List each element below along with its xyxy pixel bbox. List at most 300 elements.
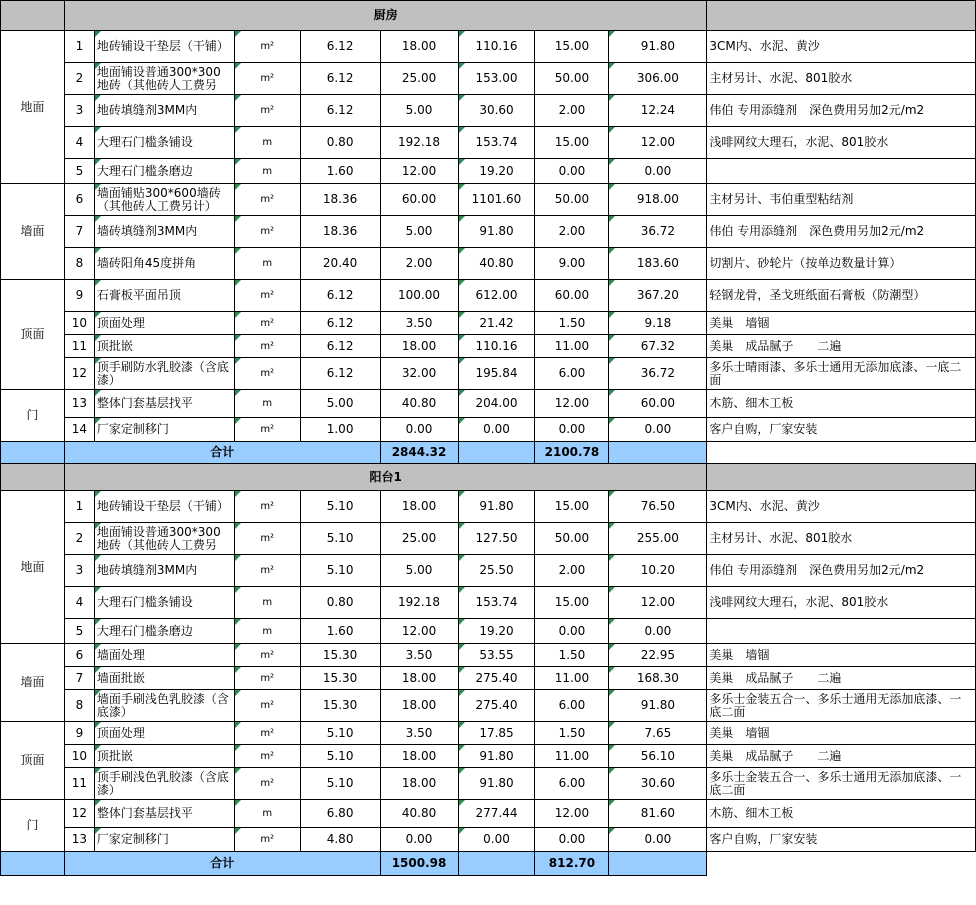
labor-price-cell[interactable]: 15.00 [535, 587, 609, 619]
row-number-cell[interactable]: 4 [64, 587, 94, 619]
labor-total-cell[interactable]: 36.72 [609, 358, 707, 390]
amount-cell[interactable]: 91.80 [458, 216, 535, 248]
table-row [1, 722, 976, 745]
quantity-cell[interactable]: 5.10 [300, 555, 380, 587]
labor-total-cell[interactable]: 0.00 [609, 159, 707, 184]
unit-price-cell[interactable]: 3.50 [380, 312, 458, 335]
unit-price-cell[interactable]: 18.00 [380, 491, 458, 523]
unit-price-cell[interactable]: 0.00 [380, 828, 458, 852]
amount-cell[interactable]: 204.00 [458, 390, 535, 418]
item-name-cell[interactable]: 顶批嵌 [94, 745, 234, 768]
labor-total-cell[interactable]: 60.00 [609, 390, 707, 418]
labor-price-cell[interactable]: 50.00 [535, 523, 609, 555]
row-number-cell[interactable]: 3 [64, 555, 94, 587]
unit-cell[interactable]: m² [234, 31, 300, 63]
note-cell[interactable]: 主材另计、水泥、801胶水 [707, 523, 976, 555]
unit-price-cell[interactable]: 3.50 [380, 644, 458, 667]
total-note-cell [609, 442, 707, 464]
unit-cell[interactable]: m² [234, 491, 300, 523]
total-label-cell: 合计 [64, 852, 380, 876]
amount-cell[interactable]: 277.44 [458, 800, 535, 828]
note-cell[interactable]: 多乐士金装五合一、多乐士通用无添加底漆、一底二面 [707, 768, 976, 800]
group-label-cell: 地面 [1, 491, 65, 644]
item-name-cell[interactable]: 顶批嵌 [94, 335, 234, 358]
labor-price-cell[interactable]: 1.50 [535, 312, 609, 335]
group-label-cell: 顶面 [1, 722, 65, 800]
table-row [1, 95, 976, 127]
unit-price-cell[interactable]: 0.00 [380, 418, 458, 442]
labor-price-cell[interactable]: 2.00 [535, 95, 609, 127]
row-number-cell[interactable]: 12 [64, 800, 94, 828]
item-name-cell[interactable]: 整体门套基层找平 [94, 800, 234, 828]
amount-cell[interactable]: 30.60 [458, 95, 535, 127]
unit-price-cell[interactable]: 60.00 [380, 184, 458, 216]
table-row [1, 248, 976, 280]
total-label-cell: 合计 [64, 442, 380, 464]
unit-price-cell[interactable]: 18.00 [380, 31, 458, 63]
section-title: 厨房 [64, 1, 706, 31]
unit-cell[interactable]: m² [234, 523, 300, 555]
labor-total-cell[interactable]: 36.72 [609, 216, 707, 248]
amount-cell[interactable]: 17.85 [458, 722, 535, 745]
unit-price-cell[interactable]: 18.00 [380, 768, 458, 800]
labor-price-cell[interactable]: 0.00 [535, 159, 609, 184]
table-row [1, 358, 976, 390]
item-name-cell[interactable]: 顶面处理 [94, 722, 234, 745]
amount-cell[interactable]: 91.80 [458, 745, 535, 768]
unit-price-cell[interactable]: 18.00 [380, 690, 458, 722]
table-row [1, 31, 976, 63]
table-row [1, 745, 976, 768]
item-name-cell[interactable]: 厂家定制移门 [94, 418, 234, 442]
table-row [1, 667, 976, 690]
total-note-cell [609, 852, 707, 876]
note-cell[interactable]: 浅啡网纹大理石，水泥、801胶水 [707, 587, 976, 619]
note-cell[interactable] [707, 159, 976, 184]
labor-price-cell[interactable]: 9.00 [535, 248, 609, 280]
unit-cell[interactable]: m² [234, 768, 300, 800]
quantity-cell[interactable]: 5.10 [300, 491, 380, 523]
unit-price-cell[interactable]: 12.00 [380, 619, 458, 644]
row-number-cell[interactable]: 10 [64, 745, 94, 768]
quantity-cell[interactable]: 6.12 [300, 31, 380, 63]
row-number-cell[interactable]: 4 [64, 127, 94, 159]
quantity-cell[interactable]: 0.80 [300, 587, 380, 619]
unit-cell[interactable]: m [234, 587, 300, 619]
labor-price-cell[interactable]: 0.00 [535, 828, 609, 852]
total-labor-cell: 2100.78 [535, 442, 609, 464]
labor-total-cell[interactable]: 255.00 [609, 523, 707, 555]
row-number-cell[interactable]: 10 [64, 312, 94, 335]
unit-price-cell[interactable]: 5.00 [380, 216, 458, 248]
unit-price-cell[interactable]: 5.00 [380, 95, 458, 127]
quantity-cell[interactable]: 0.80 [300, 127, 380, 159]
table-row [1, 418, 976, 442]
labor-price-cell[interactable]: 60.00 [535, 280, 609, 312]
labor-total-cell[interactable]: 183.60 [609, 248, 707, 280]
row-number-cell[interactable]: 8 [64, 248, 94, 280]
note-cell[interactable]: 主材另计、韦伯重型粘结剂 [707, 184, 976, 216]
total-blank-cell [1, 442, 65, 464]
row-number-cell[interactable]: 2 [64, 63, 94, 95]
unit-price-cell[interactable]: 2.00 [380, 248, 458, 280]
labor-price-cell[interactable]: 2.00 [535, 216, 609, 248]
unit-cell[interactable]: m² [234, 555, 300, 587]
section-header-row [1, 1, 976, 31]
unit-cell[interactable]: m² [234, 184, 300, 216]
note-cell[interactable]: 美巢 墙锢 [707, 722, 976, 745]
unit-cell[interactable]: m² [234, 745, 300, 768]
row-number-cell[interactable]: 5 [64, 159, 94, 184]
note-cell[interactable]: 美巢 成品腻子 二遍 [707, 335, 976, 358]
item-name-cell[interactable]: 地砖铺设干垫层（干铺） [94, 491, 234, 523]
total-blank-cell [458, 852, 535, 876]
row-number-cell[interactable]: 5 [64, 619, 94, 644]
quantity-cell[interactable]: 5.00 [300, 390, 380, 418]
quantity-cell[interactable]: 6.12 [300, 335, 380, 358]
labor-total-cell[interactable]: 12.00 [609, 587, 707, 619]
labor-total-cell[interactable]: 67.32 [609, 335, 707, 358]
unit-price-cell[interactable]: 100.00 [380, 280, 458, 312]
total-row [1, 442, 976, 464]
amount-cell[interactable]: 127.50 [458, 523, 535, 555]
note-cell[interactable]: 美巢 成品腻子 二遍 [707, 745, 976, 768]
unit-price-cell[interactable]: 12.00 [380, 159, 458, 184]
table-row [1, 127, 976, 159]
unit-cell[interactable]: m² [234, 335, 300, 358]
table-row [1, 828, 976, 852]
unit-price-cell[interactable]: 25.00 [380, 63, 458, 95]
table-row [1, 390, 976, 418]
note-cell[interactable]: 木筋、细木工板 [707, 800, 976, 828]
unit-cell[interactable]: m² [234, 358, 300, 390]
unit-cell[interactable]: m [234, 390, 300, 418]
labor-price-cell[interactable]: 6.00 [535, 358, 609, 390]
table-row [1, 619, 976, 644]
item-name-cell[interactable]: 石膏板平面吊顶 [94, 280, 234, 312]
item-name-cell[interactable]: 墙面处理 [94, 644, 234, 667]
unit-price-cell[interactable]: 32.00 [380, 358, 458, 390]
table-row [1, 184, 976, 216]
row-number-cell[interactable]: 3 [64, 95, 94, 127]
amount-cell[interactable]: 19.20 [458, 619, 535, 644]
unit-cell[interactable]: m² [234, 63, 300, 95]
quantity-cell[interactable]: 6.12 [300, 63, 380, 95]
labor-total-cell[interactable]: 0.00 [609, 619, 707, 644]
labor-price-cell[interactable]: 15.00 [535, 127, 609, 159]
section-header-row [1, 464, 976, 491]
quantity-cell[interactable]: 15.30 [300, 690, 380, 722]
quantity-cell[interactable]: 6.12 [300, 280, 380, 312]
labor-price-cell[interactable]: 0.00 [535, 418, 609, 442]
group-label-cell: 门 [1, 390, 65, 442]
labor-price-cell[interactable]: 6.00 [535, 690, 609, 722]
amount-cell[interactable]: 275.40 [458, 667, 535, 690]
item-name-cell[interactable]: 厂家定制移门 [94, 828, 234, 852]
section-title: 阳台1 [64, 464, 706, 491]
item-name-cell[interactable]: 大理石门槛条磨边 [94, 619, 234, 644]
labor-total-cell[interactable]: 91.80 [609, 31, 707, 63]
amount-cell[interactable]: 195.84 [458, 358, 535, 390]
labor-price-cell[interactable]: 12.00 [535, 800, 609, 828]
table-row [1, 555, 976, 587]
unit-cell[interactable]: m² [234, 216, 300, 248]
unit-price-cell[interactable]: 40.80 [380, 800, 458, 828]
note-cell[interactable]: 多乐士晴雨漆、多乐士通用无添加底漆、一底二面 [707, 358, 976, 390]
row-number-cell[interactable]: 13 [64, 828, 94, 852]
amount-cell[interactable]: 40.80 [458, 248, 535, 280]
row-number-cell[interactable]: 9 [64, 280, 94, 312]
item-name-cell[interactable]: 大理石门槛条铺设 [94, 127, 234, 159]
labor-total-cell[interactable]: 306.00 [609, 63, 707, 95]
note-cell[interactable]: 切割片、砂轮片（按单边数量计算） [707, 248, 976, 280]
labor-total-cell[interactable]: 12.24 [609, 95, 707, 127]
row-number-cell[interactable]: 12 [64, 358, 94, 390]
row-number-cell[interactable]: 7 [64, 667, 94, 690]
item-name-cell[interactable]: 墙面手刷浅色乳胶漆（含底漆） [94, 690, 234, 722]
item-name-cell[interactable]: 大理石门槛条磨边 [94, 159, 234, 184]
item-name-cell[interactable]: 墙面铺贴300*600墙砖（其他砖人工费另计） [94, 184, 234, 216]
note-cell[interactable]: 美巢 墙锢 [707, 644, 976, 667]
unit-cell[interactable]: m [234, 619, 300, 644]
unit-cell[interactable]: m [234, 127, 300, 159]
labor-total-cell[interactable]: 168.30 [609, 667, 707, 690]
amount-cell[interactable]: 0.00 [458, 828, 535, 852]
item-name-cell[interactable]: 顶面处理 [94, 312, 234, 335]
labor-total-cell[interactable]: 918.00 [609, 184, 707, 216]
item-name-cell[interactable]: 地砖填缝剂3MM内 [94, 95, 234, 127]
amount-cell[interactable]: 25.50 [458, 555, 535, 587]
table-row [1, 280, 976, 312]
unit-price-cell[interactable]: 18.00 [380, 667, 458, 690]
unit-cell[interactable]: m² [234, 667, 300, 690]
unit-cell[interactable]: m² [234, 95, 300, 127]
amount-cell[interactable]: 275.40 [458, 690, 535, 722]
quantity-cell[interactable]: 6.12 [300, 358, 380, 390]
total-labor-cell: 812.70 [535, 852, 609, 876]
amount-cell[interactable]: 1101.60 [458, 184, 535, 216]
total-row [1, 852, 976, 876]
labor-price-cell[interactable]: 50.00 [535, 63, 609, 95]
unit-cell[interactable]: m² [234, 828, 300, 852]
labor-total-cell[interactable]: 30.60 [609, 768, 707, 800]
labor-total-cell[interactable]: 12.00 [609, 127, 707, 159]
unit-cell[interactable]: m [234, 159, 300, 184]
note-cell[interactable]: 3CM内、水泥、黄沙 [707, 31, 976, 63]
unit-cell[interactable]: m [234, 800, 300, 828]
note-cell[interactable]: 主材另计、水泥、801胶水 [707, 63, 976, 95]
quantity-cell[interactable]: 4.80 [300, 828, 380, 852]
note-cell[interactable]: 伟伯 专用添缝剂 深色费用另加2元/m2 [707, 216, 976, 248]
unit-cell[interactable]: m [234, 248, 300, 280]
quantity-cell[interactable]: 6.80 [300, 800, 380, 828]
group-label-cell: 墙面 [1, 184, 65, 280]
quantity-cell[interactable]: 5.10 [300, 523, 380, 555]
amount-cell[interactable]: 153.74 [458, 127, 535, 159]
table-row [1, 159, 976, 184]
table-row [1, 644, 976, 667]
labor-price-cell[interactable]: 11.00 [535, 335, 609, 358]
row-number-cell[interactable]: 6 [64, 184, 94, 216]
unit-cell[interactable]: m² [234, 690, 300, 722]
quantity-cell[interactable]: 6.12 [300, 312, 380, 335]
unit-cell[interactable]: m² [234, 644, 300, 667]
labor-total-cell[interactable]: 9.18 [609, 312, 707, 335]
row-number-cell[interactable]: 14 [64, 418, 94, 442]
labor-total-cell[interactable]: 22.95 [609, 644, 707, 667]
unit-cell[interactable]: m² [234, 280, 300, 312]
header-blank-cell [1, 1, 65, 31]
unit-price-cell[interactable]: 25.00 [380, 523, 458, 555]
row-number-cell[interactable]: 8 [64, 690, 94, 722]
labor-price-cell[interactable]: 12.00 [535, 390, 609, 418]
amount-cell[interactable]: 53.55 [458, 644, 535, 667]
row-number-cell[interactable]: 7 [64, 216, 94, 248]
table-row [1, 800, 976, 828]
table-row [1, 63, 976, 95]
labor-total-cell[interactable]: 81.60 [609, 800, 707, 828]
note-cell[interactable]: 3CM内、水泥、黄沙 [707, 491, 976, 523]
quantity-cell[interactable]: 5.10 [300, 768, 380, 800]
amount-cell[interactable]: 110.16 [458, 335, 535, 358]
labor-price-cell[interactable]: 11.00 [535, 745, 609, 768]
item-name-cell[interactable]: 顶手刷浅色乳胶漆（含底漆） [94, 768, 234, 800]
amount-cell[interactable]: 19.20 [458, 159, 535, 184]
item-name-cell[interactable]: 大理石门槛条铺设 [94, 587, 234, 619]
group-label-cell: 顶面 [1, 280, 65, 390]
quantity-cell[interactable]: 18.36 [300, 216, 380, 248]
table-row [1, 768, 976, 800]
labor-total-cell[interactable]: 76.50 [609, 491, 707, 523]
note-cell[interactable]: 美巢 成品腻子 二遍 [707, 667, 976, 690]
labor-price-cell[interactable]: 50.00 [535, 184, 609, 216]
row-number-cell[interactable]: 6 [64, 644, 94, 667]
unit-cell[interactable]: m² [234, 722, 300, 745]
row-number-cell[interactable]: 13 [64, 390, 94, 418]
unit-price-cell[interactable]: 5.00 [380, 555, 458, 587]
quantity-cell[interactable]: 20.40 [300, 248, 380, 280]
labor-total-cell[interactable]: 91.80 [609, 690, 707, 722]
total-blank-cell [458, 442, 535, 464]
table-row [1, 216, 976, 248]
item-name-cell[interactable]: 地面铺设普通300*300地砖（其他砖人工费另 [94, 523, 234, 555]
labor-price-cell[interactable]: 11.00 [535, 667, 609, 690]
item-name-cell[interactable]: 地砖铺设干垫层（干铺） [94, 31, 234, 63]
unit-price-cell[interactable]: 18.00 [380, 335, 458, 358]
amount-cell[interactable]: 91.80 [458, 768, 535, 800]
table-row [1, 335, 976, 358]
table-row [1, 491, 976, 523]
table-row [1, 312, 976, 335]
row-number-cell[interactable]: 11 [64, 768, 94, 800]
amount-cell[interactable]: 21.42 [458, 312, 535, 335]
table-row [1, 523, 976, 555]
labor-price-cell[interactable]: 6.00 [535, 768, 609, 800]
labor-total-cell[interactable]: 367.20 [609, 280, 707, 312]
total-amount-cell: 2844.32 [380, 442, 458, 464]
note-cell[interactable]: 浅啡网纹大理石，水泥、801胶水 [707, 127, 976, 159]
amount-cell[interactable]: 153.74 [458, 587, 535, 619]
unit-price-cell[interactable]: 192.18 [380, 127, 458, 159]
unit-price-cell[interactable]: 18.00 [380, 745, 458, 768]
group-label-cell: 地面 [1, 31, 65, 184]
note-cell[interactable]: 伟伯 专用添缝剂 深色费用另加2元/m2 [707, 95, 976, 127]
labor-total-cell[interactable]: 56.10 [609, 745, 707, 768]
row-number-cell[interactable]: 1 [64, 491, 94, 523]
row-number-cell[interactable]: 2 [64, 523, 94, 555]
item-name-cell[interactable]: 墙面批嵌 [94, 667, 234, 690]
labor-price-cell[interactable]: 0.00 [535, 619, 609, 644]
note-cell[interactable]: 客户自购，厂家安装 [707, 828, 976, 852]
header-blank-cell [1, 464, 65, 491]
labor-price-cell[interactable]: 1.50 [535, 722, 609, 745]
note-cell[interactable]: 木筋、细木工板 [707, 390, 976, 418]
unit-cell[interactable]: m² [234, 312, 300, 335]
note-cell[interactable]: 美巢 墙锢 [707, 312, 976, 335]
unit-price-cell[interactable]: 192.18 [380, 587, 458, 619]
note-cell[interactable]: 伟伯 专用添缝剂 深色费用另加2元/m2 [707, 555, 976, 587]
item-name-cell[interactable]: 墙砖填缝剂3MM内 [94, 216, 234, 248]
quantity-cell[interactable]: 6.12 [300, 95, 380, 127]
labor-total-cell[interactable]: 0.00 [609, 418, 707, 442]
total-blank-cell [1, 852, 65, 876]
table-row [1, 587, 976, 619]
amount-cell[interactable]: 110.16 [458, 31, 535, 63]
item-name-cell[interactable]: 地砖填缝剂3MM内 [94, 555, 234, 587]
quantity-cell[interactable]: 5.10 [300, 745, 380, 768]
group-label-cell: 墙面 [1, 644, 65, 722]
note-cell[interactable]: 轻钢龙骨，圣戈班纸面石膏板（防潮型） [707, 280, 976, 312]
table-row [1, 690, 976, 722]
quantity-cell[interactable]: 5.10 [300, 722, 380, 745]
labor-price-cell[interactable]: 15.00 [535, 31, 609, 63]
quantity-cell[interactable]: 18.36 [300, 184, 380, 216]
header-note-cell [707, 1, 976, 31]
item-name-cell[interactable]: 整体门套基层找平 [94, 390, 234, 418]
quantity-cell[interactable]: 15.30 [300, 644, 380, 667]
labor-total-cell[interactable]: 10.20 [609, 555, 707, 587]
header-note-cell [707, 464, 976, 491]
total-amount-cell: 1500.98 [380, 852, 458, 876]
labor-total-cell[interactable]: 0.00 [609, 828, 707, 852]
amount-cell[interactable]: 153.00 [458, 63, 535, 95]
amount-cell[interactable]: 612.00 [458, 280, 535, 312]
item-name-cell[interactable]: 地面铺设普通300*300地砖（其他砖人工费另 [94, 63, 234, 95]
note-cell[interactable]: 客户自购，厂家安装 [707, 418, 976, 442]
labor-price-cell[interactable]: 1.50 [535, 644, 609, 667]
labor-total-cell[interactable]: 7.65 [609, 722, 707, 745]
row-number-cell[interactable]: 9 [64, 722, 94, 745]
note-cell[interactable]: 多乐士金装五合一、多乐士通用无添加底漆、一底二面 [707, 690, 976, 722]
amount-cell[interactable]: 91.80 [458, 491, 535, 523]
row-number-cell[interactable]: 1 [64, 31, 94, 63]
unit-price-cell[interactable]: 3.50 [380, 722, 458, 745]
quantity-cell[interactable]: 1.60 [300, 619, 380, 644]
group-label-cell: 门 [1, 800, 65, 852]
row-number-cell[interactable]: 11 [64, 335, 94, 358]
quantity-cell[interactable]: 1.00 [300, 418, 380, 442]
quantity-cell[interactable]: 15.30 [300, 667, 380, 690]
note-cell[interactable] [707, 619, 976, 644]
item-name-cell[interactable]: 顶手刷防水乳胶漆（含底漆） [94, 358, 234, 390]
labor-price-cell[interactable]: 15.00 [535, 491, 609, 523]
labor-price-cell[interactable]: 2.00 [535, 555, 609, 587]
amount-cell[interactable]: 0.00 [458, 418, 535, 442]
unit-price-cell[interactable]: 40.80 [380, 390, 458, 418]
unit-cell[interactable]: m² [234, 418, 300, 442]
quantity-cell[interactable]: 1.60 [300, 159, 380, 184]
item-name-cell[interactable]: 墙砖阳角45度拼角 [94, 248, 234, 280]
